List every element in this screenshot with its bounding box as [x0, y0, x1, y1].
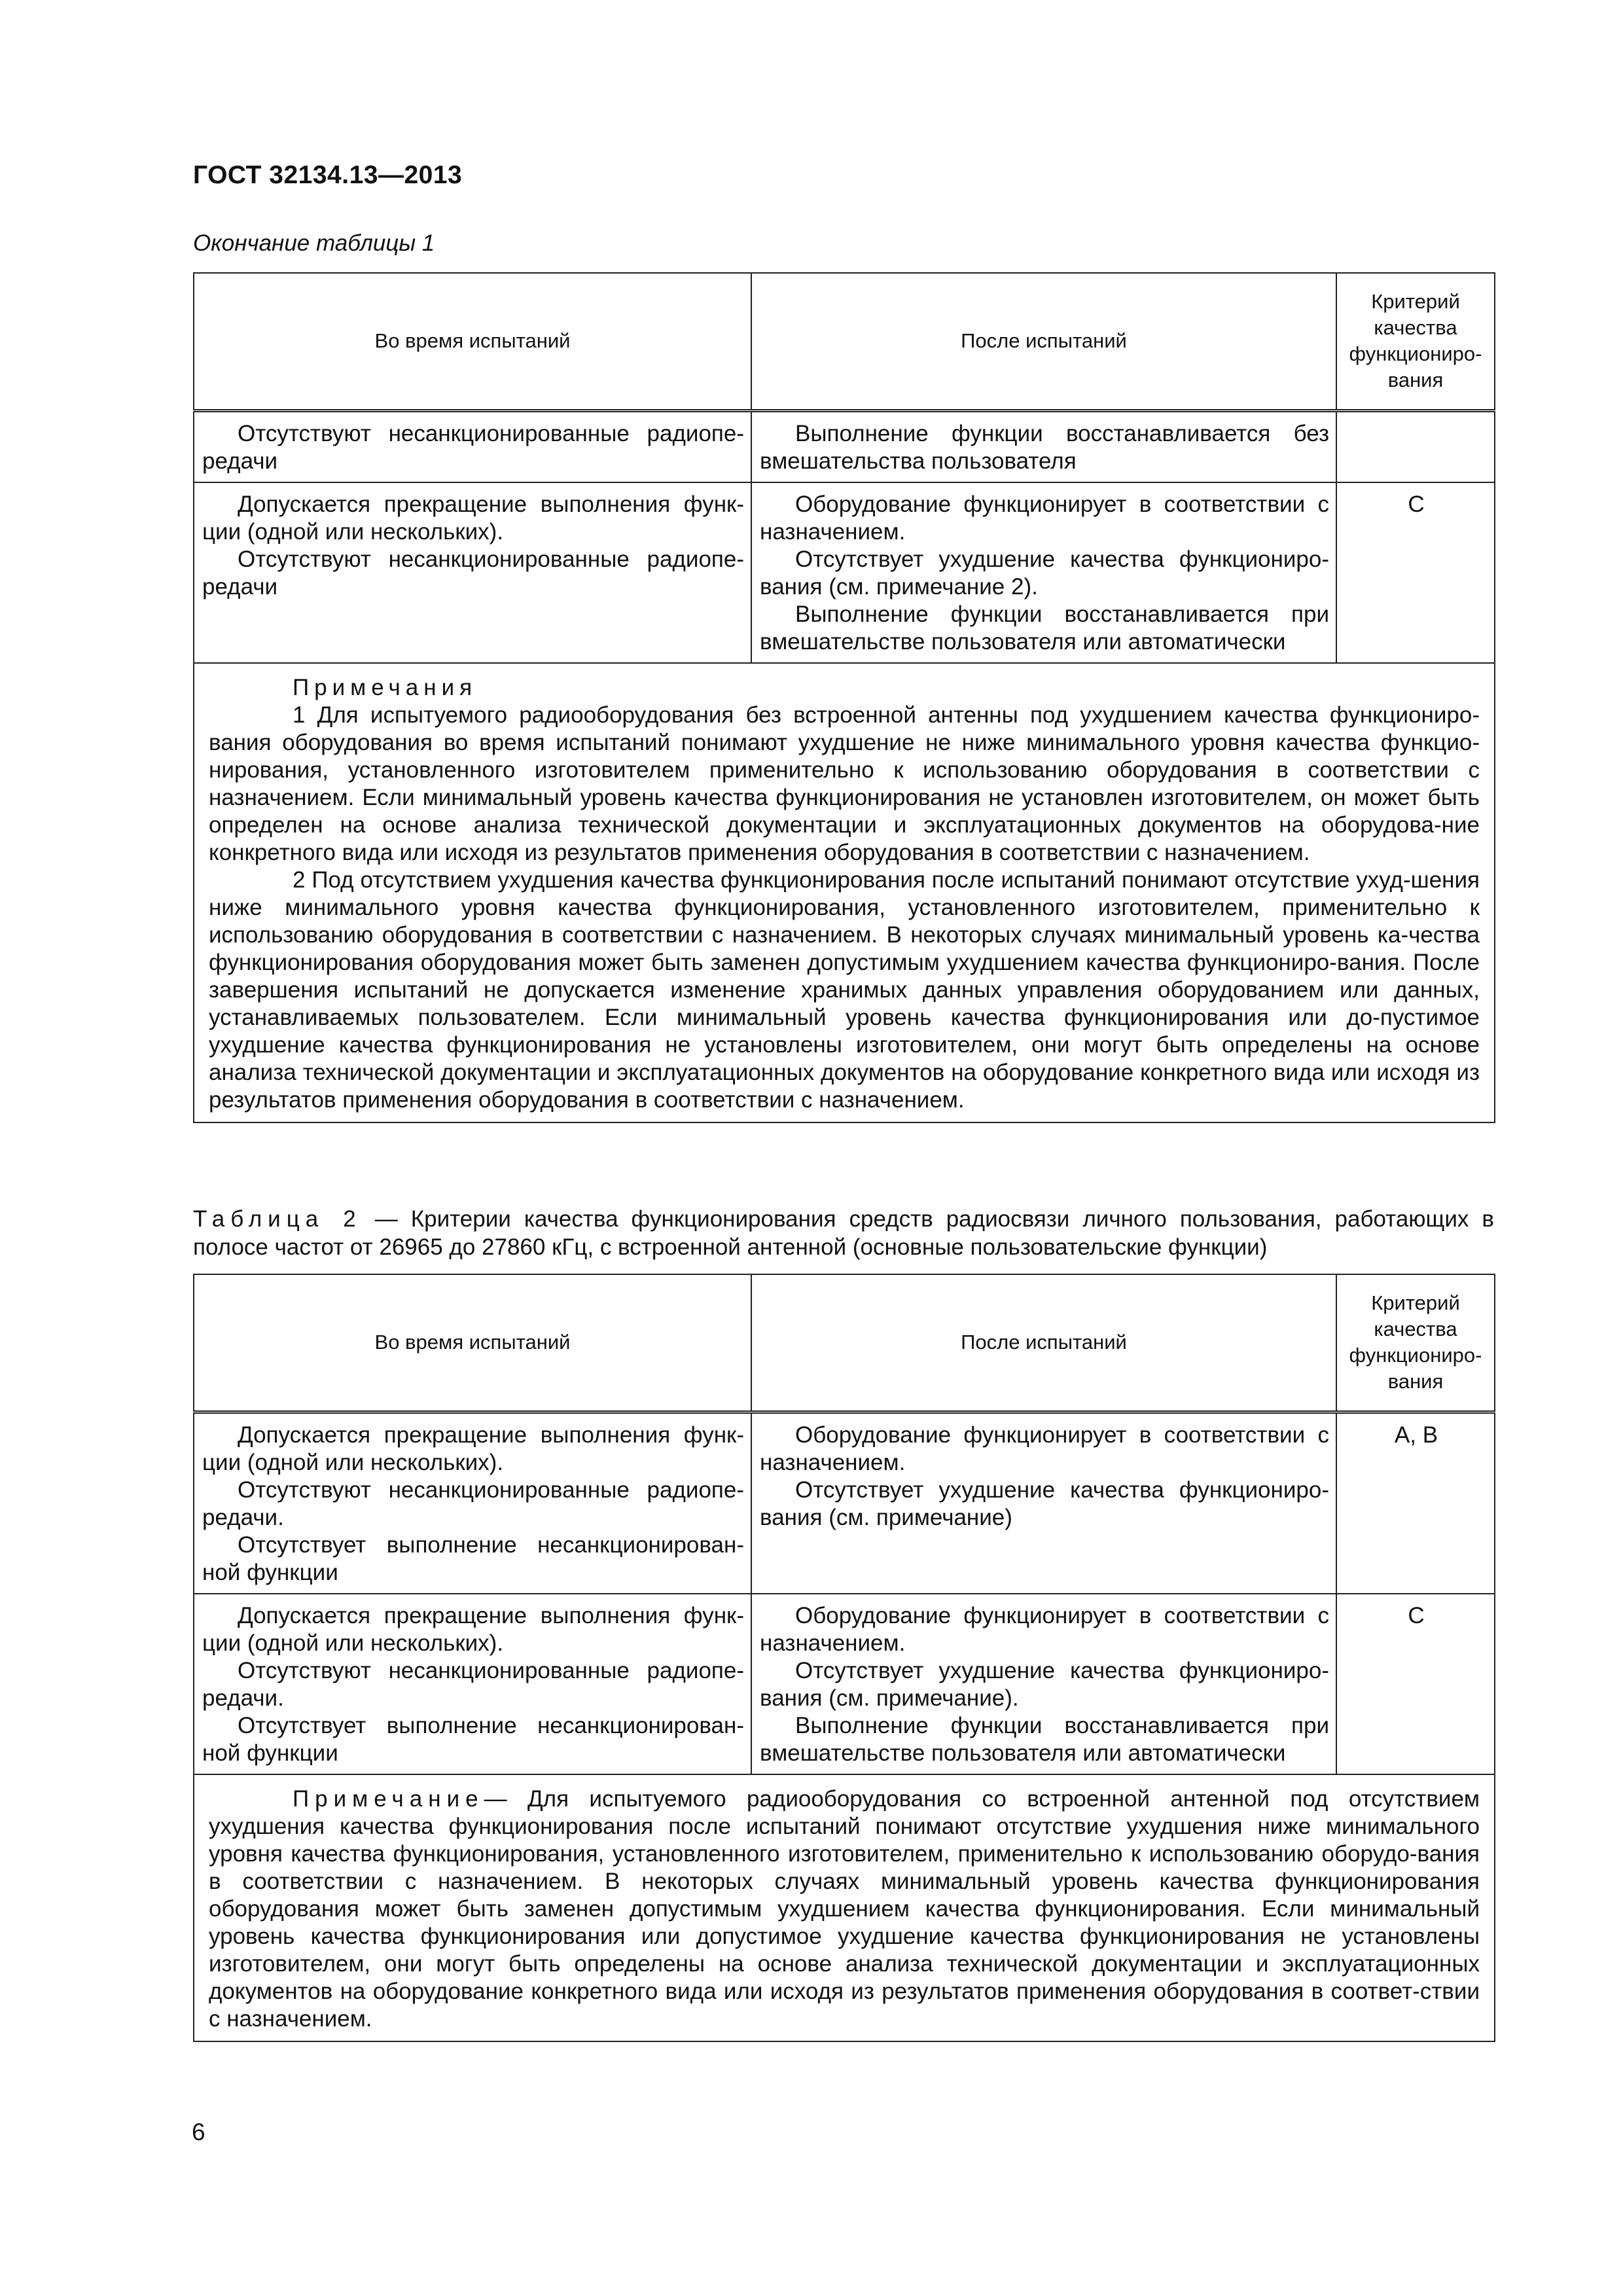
- column-header-during: Во время испытаний: [194, 1274, 751, 1412]
- standard-code: ГОСТ 32134.13—2013: [193, 161, 463, 189]
- notes-cell: [194, 663, 1495, 1122]
- notes-row: [194, 663, 1495, 1122]
- cell-text: Отсутствует выполнение несанкционирован-ной функции: [202, 1532, 744, 1585]
- column-header-criterion: Критерий качества функциониро-вания: [1336, 1274, 1495, 1412]
- note-2: 2 Под отсутствием ухудшения качества функционирования после испытаний понимают отсутствие ухуд-шения ниже минимального уровня качества функционирования, установленного изготовителем, применительно к использованию оборудования в соответствии с назначением. В некоторых случаях минимальный уровень ка-чества функционирования оборудования может быть заменен допустимым ухудшением качества функциониро-вания. После завершения испытаний не допускается изменение хранимых данных управления оборудованием или данных, устанавливаемых пользователем. Если минимальный уровень качества функционирования или до-пустимое ухудшение качества функционирования не установлены изготовителем, они могут быть определены на основе анализа технической документации и эксплуатационных документов на оборудование конкретного вида или исходя из результатов применения оборудования в соответствии с назначением.: [209, 867, 1480, 1113]
- table1-continuation-label: Окончание таблицы 1: [193, 230, 435, 256]
- table-row: [194, 1594, 1495, 1774]
- cell-text: Отсутствуют несанкционированные радиопе-редачи.: [202, 1657, 744, 1711]
- column-header-criterion: Критерий качества функциониро-вания: [1336, 273, 1495, 410]
- table2-caption-text: — Критерии качества функционирования средств радиосвязи личного пользования, работающих в полосе частот от 26965 до 27860 кГц, с встроенной антенной (основные пользовательские функции): [193, 1206, 1494, 1260]
- note-text: — Для испытуемого радиооборудования со встроенной антенной под отсутствием ухудшения качества функционирования после испытаний понимают отсутствие ухудшения ниже минимального уровня качества функционирования, установленного изготовителем, применительно к использованию оборудо-вания в соответствии с назначением. В некоторых случаях минимальный уровень качества функционирования оборудования может быть заменен допустимым ухудшением качества функционирования. Если минимальный уровень качества функционирования или допустимое ухудшение качества функционирования не установлены изготовителем, они могут быть определены на основе анализа технической документации и эксплуатационных документов на оборудование конкретного вида или исходя из результатов применения оборудования в соответ-ствии с назначением.: [209, 1785, 1480, 2032]
- page-number: 6: [192, 2119, 205, 2145]
- table-row: [194, 482, 1495, 663]
- table-row: [194, 410, 1495, 482]
- column-header-after: После испытаний: [751, 273, 1336, 410]
- table-1: [193, 272, 1495, 1123]
- table2-header-row: [194, 1274, 1495, 1412]
- cell-text: Отсутствует ухудшение качества функциониро-вания (см. примечание): [760, 1477, 1329, 1530]
- cell-after: [751, 1594, 1336, 1774]
- cell-criterion: [1336, 410, 1495, 482]
- cell-criterion: С: [1336, 1594, 1495, 1774]
- cell-text: Отсутствуют несанкционированные радиопе-редачи: [202, 546, 744, 600]
- table2-caption: [193, 1205, 1494, 1261]
- cell-text: Отсутствуют несанкционированные радиопе-редачи.: [202, 1477, 744, 1530]
- cell-text: Оборудование функционирует в соответствии с назначением.: [760, 1602, 1329, 1656]
- cell-during: [194, 1594, 751, 1774]
- cell-after: [751, 482, 1336, 663]
- cell-text: Отсутствуют несанкционированные радиопе-редачи: [202, 420, 744, 474]
- table2-label: Таблица 2: [193, 1206, 362, 1232]
- note-1: 1 Для испытуемого радиооборудования без встроенной антенны под ухудшением качества функциониро-вания оборудования во время испытаний понимают ухудшение не ниже минимального уровня качества функцио-нирования, установленного изготовителем применительно к использованию оборудования в соответствии с назначением. Если минимальный уровень качества функционирования не установлен изготовителем, он может быть определен на основе анализа технической документации и эксплуатационных документов на оборудова-ние конкретного вида или исходя из результатов применения оборудования в соответствии с назначением.: [209, 702, 1480, 865]
- note-label: Примечание: [293, 1785, 484, 1812]
- cell-text: Отсутствует ухудшение качества функциониро-вания (см. примечание 2).: [760, 546, 1329, 600]
- cell-after: [751, 410, 1336, 482]
- cell-text: Отсутствует выполнение несанкционирован-ной функции: [202, 1712, 744, 1766]
- cell-criterion: С: [1336, 482, 1495, 663]
- cell-text: Допускается прекращение выполнения функ-ции (одной или нескольких).: [202, 1422, 744, 1475]
- cell-text: Оборудование функционирует в соответствии с назначением.: [760, 1422, 1329, 1475]
- column-header-during: Во время испытаний: [194, 273, 751, 410]
- cell-during: [194, 482, 751, 663]
- table-row: [194, 1412, 1495, 1594]
- cell-text: Оборудование функционирует в соответствии с назначением.: [760, 491, 1329, 545]
- cell-during: [194, 410, 751, 482]
- cell-text: Допускается прекращение выполнения функ-ции (одной или нескольких).: [202, 491, 744, 545]
- column-header-after: После испытаний: [751, 1274, 1336, 1412]
- cell-text: Выполнение функции восстанавливается при вмешательстве пользователя или автоматически: [760, 1712, 1329, 1766]
- cell-text: Допускается прекращение выполнения функ-ции (одной или нескольких).: [202, 1602, 744, 1656]
- notes-title: Примечания: [293, 674, 478, 700]
- cell-criterion: А, В: [1336, 1412, 1495, 1594]
- cell-text: Отсутствует ухудшение качества функциониро-вания (см. примечание).: [760, 1657, 1329, 1711]
- cell-during: [194, 1412, 751, 1594]
- notes-row: [194, 1774, 1495, 2041]
- cell-after: [751, 1412, 1336, 1594]
- table2-note: [209, 1785, 1480, 2033]
- table1-header-row: [194, 273, 1495, 410]
- notes-cell: [194, 1774, 1495, 2041]
- cell-text: Выполнение функции восстанавливается без вмешательства пользователя: [760, 420, 1329, 474]
- table-2: [193, 1274, 1495, 2042]
- cell-text: Выполнение функции восстанавливается при вмешательстве пользователя или автоматически: [760, 601, 1329, 655]
